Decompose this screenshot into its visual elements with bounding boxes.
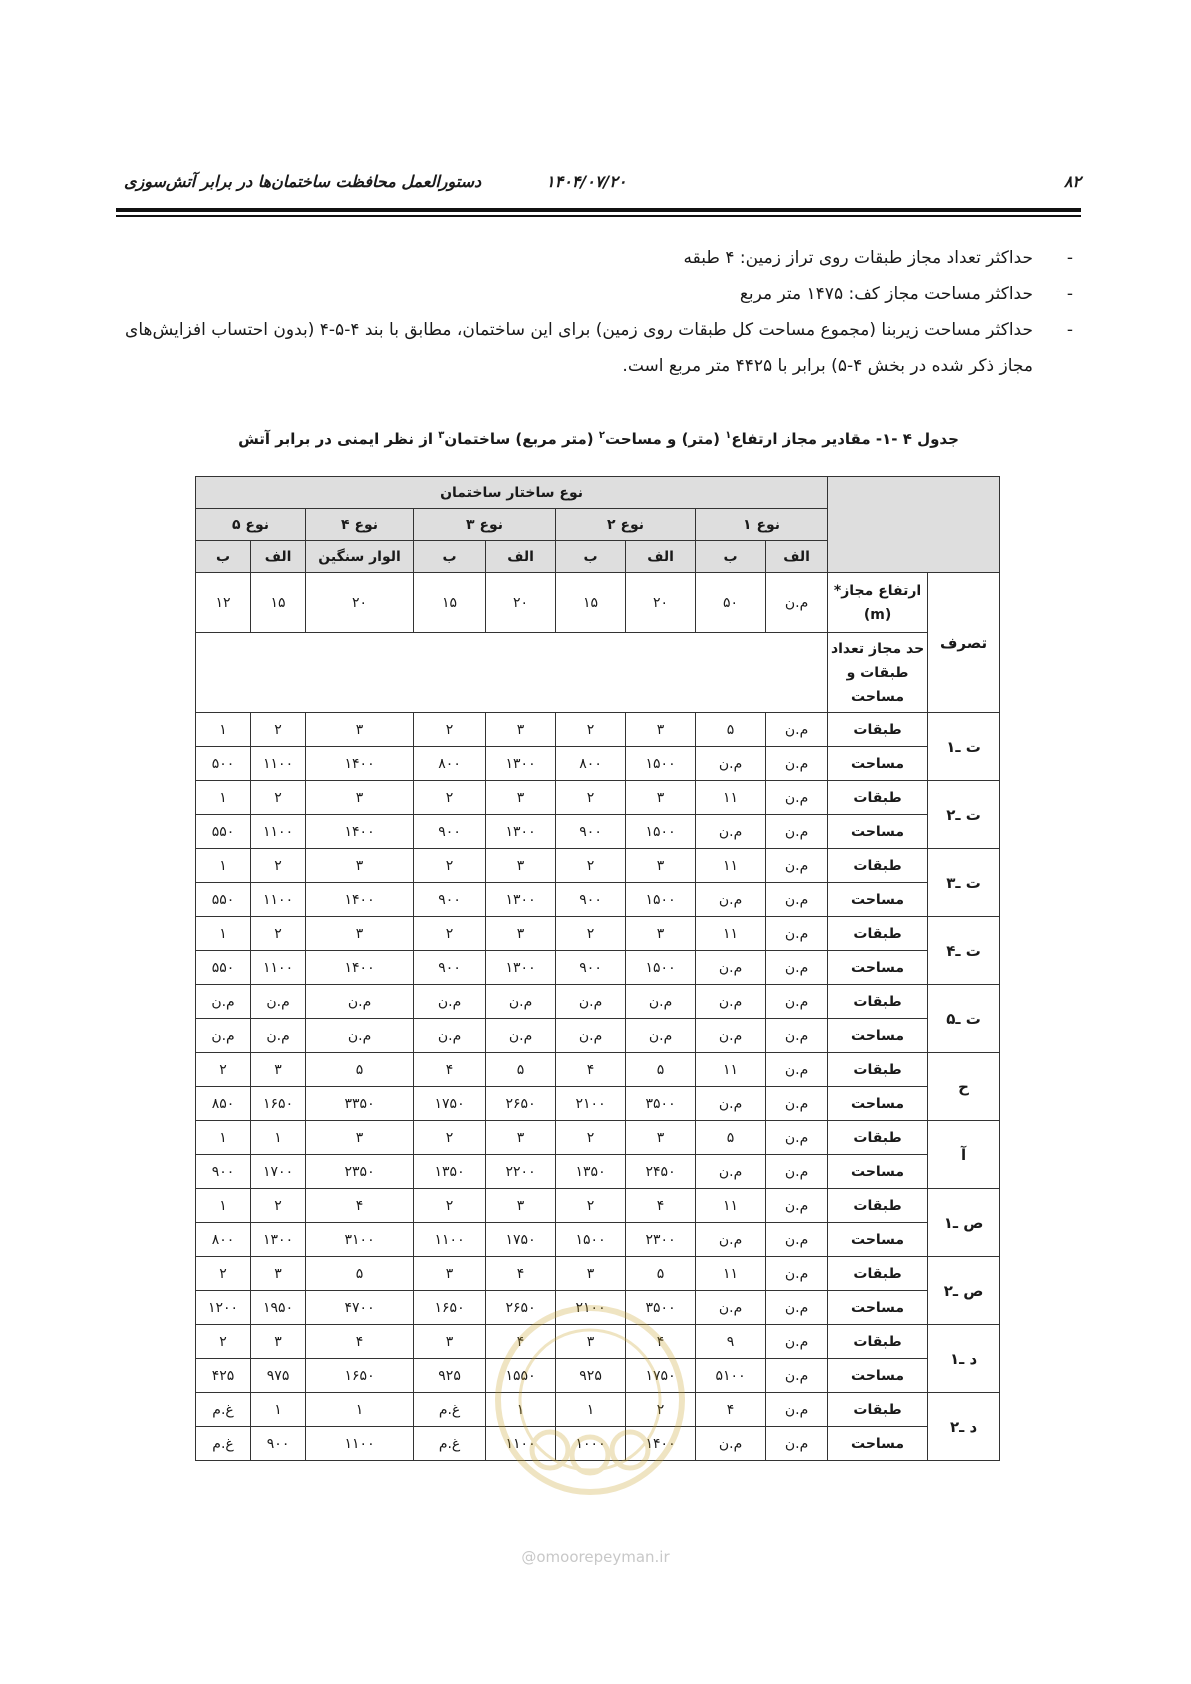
floors-value: ۲: [556, 1121, 626, 1155]
table-row: [196, 1257, 1000, 1291]
floors-value: ۲: [556, 917, 626, 951]
area-value: ۱۱۰۰: [251, 747, 306, 781]
area-value: ۹۲۵: [414, 1359, 486, 1393]
area-value: م.ن: [696, 883, 766, 917]
table-row: [196, 1189, 1000, 1223]
floors-value: ۲: [196, 1257, 251, 1291]
area-value: م.ن: [196, 1019, 251, 1053]
occupancy-label: ت ـ۲: [928, 781, 1000, 849]
area-value: ۹۷۵: [251, 1359, 306, 1393]
height-value: ۱۵: [414, 573, 486, 633]
subtype-header: الف: [251, 541, 306, 573]
floors-label: طبقات: [828, 713, 928, 747]
area-value: م.ن: [766, 951, 828, 985]
area-value: م.ن: [696, 1291, 766, 1325]
occupancy-label: د ـ۱: [928, 1325, 1000, 1393]
area-value: ۲۴۵۰: [626, 1155, 696, 1189]
area-value: ۵۰۰: [196, 747, 251, 781]
area-value: م.ن: [306, 1019, 414, 1053]
floors-value: ۳: [414, 1325, 486, 1359]
area-value: م.ن: [766, 1155, 828, 1189]
table-row: [196, 985, 1000, 1019]
floors-value: ۴: [306, 1189, 414, 1223]
area-value: ۹۰۰: [556, 883, 626, 917]
floors-value: ۱۱: [696, 781, 766, 815]
floors-value: م.ن: [626, 985, 696, 1019]
subtype-header: ب: [696, 541, 766, 573]
floors-value: ۱: [306, 1393, 414, 1427]
floors-value: ۲: [626, 1393, 696, 1427]
area-label: مساحت: [828, 883, 928, 917]
area-value: م.ن: [251, 1019, 306, 1053]
floors-value: م.ن: [766, 713, 828, 747]
area-value: ۲۳۵۰: [306, 1155, 414, 1189]
floors-value: ۲: [251, 917, 306, 951]
height-value: ۲۰: [486, 573, 556, 633]
area-value: ۹۰۰: [414, 815, 486, 849]
occupancy-label: ت ـ۵: [928, 985, 1000, 1053]
floors-value: غ.م: [414, 1393, 486, 1427]
floors-value: ۵: [696, 1121, 766, 1155]
floors-value: ۲: [414, 849, 486, 883]
table-row: [196, 951, 1000, 985]
floors-label: طبقات: [828, 849, 928, 883]
floors-value: م.ن: [306, 985, 414, 1019]
area-value: ۱۴۰۰: [306, 747, 414, 781]
page-number: ۸۲: [1063, 172, 1081, 191]
area-value: ۱۶۵۰: [414, 1291, 486, 1325]
floors-value: ۳: [556, 1325, 626, 1359]
area-value: م.ن: [556, 1019, 626, 1053]
area-value: م.ن: [696, 1087, 766, 1121]
watermark-text: @omoorepeyman.ir: [521, 1548, 670, 1566]
area-value: ۳۵۰۰: [626, 1087, 696, 1121]
floors-value: ۳: [306, 713, 414, 747]
type-header: نوع ۲: [556, 509, 696, 541]
area-value: ۳۵۰۰: [626, 1291, 696, 1325]
list-item: - حداکثر مساحت مجاز کف: ۱۴۷۵ متر مربع: [739, 284, 1073, 304]
area-value: ۱۱۰۰: [251, 883, 306, 917]
table-row: [196, 1223, 1000, 1257]
floors-value: ۴: [696, 1393, 766, 1427]
floors-value: ۱: [196, 1121, 251, 1155]
height-label: ارتفاع مجاز*(m): [828, 573, 928, 633]
area-label: مساحت: [828, 1291, 928, 1325]
floors-label: طبقات: [828, 1121, 928, 1155]
floors-value: ۵: [626, 1053, 696, 1087]
floors-value: ۱۱: [696, 1053, 766, 1087]
area-value: م.ن: [766, 747, 828, 781]
area-value: ۱۵۵۰: [486, 1359, 556, 1393]
floors-value: ۱۱: [696, 917, 766, 951]
area-value: ۱۳۵۰: [414, 1155, 486, 1189]
floors-value: م.ن: [486, 985, 556, 1019]
area-label: مساحت: [828, 1155, 928, 1189]
area-value: ۱۱۰۰: [486, 1427, 556, 1461]
floors-value: ۳: [486, 781, 556, 815]
structure-header: نوع ساختار ساختمان: [196, 477, 828, 509]
floors-value: ۳: [306, 849, 414, 883]
floors-value: م.ن: [196, 985, 251, 1019]
header-rule-thin: [116, 215, 1081, 217]
floors-value: م.ن: [766, 1053, 828, 1087]
floors-value: ۳: [251, 1053, 306, 1087]
subtype-header: الوار سنگین: [306, 541, 414, 573]
floors-value: ۴: [556, 1053, 626, 1087]
area-value: ۳۳۵۰: [306, 1087, 414, 1121]
floors-value: م.ن: [766, 1257, 828, 1291]
height-value: ۱۵: [251, 573, 306, 633]
floors-value: ۵: [486, 1053, 556, 1087]
floors-value: م.ن: [766, 1189, 828, 1223]
area-value: غ.م: [414, 1427, 486, 1461]
area-value: ۳۱۰۰: [306, 1223, 414, 1257]
floors-value: ۳: [251, 1257, 306, 1291]
area-value: غ.م: [196, 1427, 251, 1461]
subtype-header: ب: [556, 541, 626, 573]
table-row: [196, 815, 1000, 849]
floors-value: ۵: [306, 1053, 414, 1087]
floors-value: ۳: [306, 917, 414, 951]
area-value: ۲۲۰۰: [486, 1155, 556, 1189]
floors-value: ۲: [414, 1189, 486, 1223]
floors-value: ۴: [306, 1325, 414, 1359]
area-value: ۱۴۰۰: [306, 815, 414, 849]
subtype-header: ب: [414, 541, 486, 573]
area-value: م.ن: [696, 1019, 766, 1053]
floors-value: ۱: [196, 781, 251, 815]
area-value: ۱۲۰۰: [196, 1291, 251, 1325]
floors-label: طبقات: [828, 1053, 928, 1087]
subtype-header: الف: [486, 541, 556, 573]
area-value: ۹۰۰: [414, 951, 486, 985]
occupancy-label: ص ـ۲: [928, 1257, 1000, 1325]
floors-value: ۴: [486, 1325, 556, 1359]
type-header: نوع ۱: [696, 509, 828, 541]
floors-value: ۱: [196, 849, 251, 883]
table-row: [196, 849, 1000, 883]
area-value: م.ن: [696, 1223, 766, 1257]
type-header: نوع ۳: [414, 509, 556, 541]
floors-value: ۱: [196, 713, 251, 747]
area-value: ۱۵۰۰: [556, 1223, 626, 1257]
floors-value: ۳: [306, 781, 414, 815]
occupancy-label: ص ـ۱: [928, 1189, 1000, 1257]
area-value: ۱۱۰۰: [414, 1223, 486, 1257]
type-header: نوع ۴: [306, 509, 414, 541]
floors-label: طبقات: [828, 985, 928, 1019]
list-item: - حداکثر تعداد مجاز طبقات روی تراز زمین: ۴ طبقه: [683, 248, 1073, 268]
floors-value: ۲: [414, 781, 486, 815]
floors-value: ۳: [486, 713, 556, 747]
subtype-header: ب: [196, 541, 251, 573]
area-value: ۱۷۵۰: [486, 1223, 556, 1257]
area-value: م.ن: [486, 1019, 556, 1053]
floors-value: ۳: [251, 1325, 306, 1359]
floors-value: ۳: [486, 1189, 556, 1223]
area-value: م.ن: [766, 815, 828, 849]
floors-value: م.ن: [696, 985, 766, 1019]
area-value: ۱۳۰۰: [486, 951, 556, 985]
height-value: ۲۰: [626, 573, 696, 633]
bullet-list: [116, 240, 1081, 384]
occupancy-label: ت ـ۱: [928, 713, 1000, 781]
area-value: ۹۰۰: [556, 815, 626, 849]
floors-label: طبقات: [828, 917, 928, 951]
area-label: مساحت: [828, 815, 928, 849]
area-value: ۸۰۰: [556, 747, 626, 781]
floors-value: ۴: [626, 1189, 696, 1223]
floors-value: ۲: [414, 713, 486, 747]
floors-value: ۲: [251, 1189, 306, 1223]
occupancy-label: آ: [928, 1121, 1000, 1189]
area-value: ۹۰۰: [196, 1155, 251, 1189]
floors-label: طبقات: [828, 1325, 928, 1359]
area-value: ۱۷۵۰: [626, 1359, 696, 1393]
area-value: ۱۵۰۰: [626, 951, 696, 985]
area-value: ۱۴۰۰: [306, 883, 414, 917]
area-value: ۱۷۵۰: [414, 1087, 486, 1121]
area-value: ۹۲۵: [556, 1359, 626, 1393]
floors-value: م.ن: [251, 985, 306, 1019]
area-value: م.ن: [626, 1019, 696, 1053]
table-row: [196, 1121, 1000, 1155]
area-value: م.ن: [766, 1291, 828, 1325]
area-value: ۴۲۵: [196, 1359, 251, 1393]
floors-value: م.ن: [766, 1325, 828, 1359]
area-value: م.ن: [766, 1223, 828, 1257]
area-value: ۱۳۵۰: [556, 1155, 626, 1189]
area-value: م.ن: [696, 747, 766, 781]
empty-cell: [196, 633, 828, 713]
area-label: مساحت: [828, 951, 928, 985]
floors-value: ۲: [196, 1053, 251, 1087]
floors-value: ۱۱: [696, 1189, 766, 1223]
area-value: ۴۷۰۰: [306, 1291, 414, 1325]
area-label: مساحت: [828, 1019, 928, 1053]
floors-label: طبقات: [828, 1189, 928, 1223]
table-row: [196, 1155, 1000, 1189]
seal-watermark-icon: [490, 1300, 690, 1500]
floors-value: م.ن: [414, 985, 486, 1019]
area-value: ۱۵۰۰: [626, 815, 696, 849]
area-value: ۲۱۰۰: [556, 1087, 626, 1121]
area-value: ۸۰۰: [196, 1223, 251, 1257]
floors-value: ۵: [626, 1257, 696, 1291]
area-value: ۱۳۰۰: [486, 883, 556, 917]
floors-value: ۲: [251, 713, 306, 747]
floors-value: ۱: [251, 1393, 306, 1427]
type-header: نوع ۵: [196, 509, 306, 541]
area-label: مساحت: [828, 1223, 928, 1257]
occupancy-label: د ـ۲: [928, 1393, 1000, 1461]
floors-label: طبقات: [828, 1393, 928, 1427]
floors-value: م.ن: [766, 985, 828, 1019]
floors-label: طبقات: [828, 1257, 928, 1291]
area-label: مساحت: [828, 1427, 928, 1461]
area-value: ۱۳۰۰: [251, 1223, 306, 1257]
area-label: مساحت: [828, 747, 928, 781]
floors-value: ۳: [626, 917, 696, 951]
height-value: ۲۰: [306, 573, 414, 633]
floors-value: ۱: [486, 1393, 556, 1427]
area-value: ۱۰۰۰: [556, 1427, 626, 1461]
floors-value: غ.م: [196, 1393, 251, 1427]
area-value: ۱۱۰۰: [306, 1427, 414, 1461]
area-value: م.ن: [696, 1427, 766, 1461]
occupancy-label: ت ـ۳: [928, 849, 1000, 917]
area-value: ۹۰۰: [414, 883, 486, 917]
floors-value: م.ن: [766, 1393, 828, 1427]
area-value: م.ن: [766, 883, 828, 917]
area-value: ۹۰۰: [556, 951, 626, 985]
area-value: ۱۵۰۰: [626, 883, 696, 917]
area-value: م.ن: [766, 1087, 828, 1121]
page-header: [116, 168, 1081, 200]
floors-value: ۲: [414, 917, 486, 951]
floors-value: ۲: [251, 849, 306, 883]
table-row: [196, 747, 1000, 781]
floors-value: ۳: [486, 917, 556, 951]
floors-value: ۱۱: [696, 1257, 766, 1291]
corner-cell: [828, 477, 1000, 573]
floors-value: ۳: [626, 781, 696, 815]
floors-value: ۳: [486, 849, 556, 883]
table-row: [196, 1019, 1000, 1053]
subtype-header: الف: [626, 541, 696, 573]
area-value: م.ن: [766, 1359, 828, 1393]
floors-value: ۵: [306, 1257, 414, 1291]
area-value: م.ن: [766, 1427, 828, 1461]
floors-value: ۲: [556, 849, 626, 883]
floors-value: ۲: [556, 1189, 626, 1223]
area-value: ۲۶۵۰: [486, 1291, 556, 1325]
floors-value: م.ن: [556, 985, 626, 1019]
table-row: [196, 1087, 1000, 1121]
area-value: م.ن: [766, 1019, 828, 1053]
list-item: - حداکثر مساحت زیربنا (مجموع مساحت کل طبقات روی زمین) برای این ساختمان، مطابق با بند ۴-۵-۴ (بدون احتساب افزایش‌های مجاز ذکر شده در بخش ۴-۵) برابر با ۴۴۲۵ متر مربع است.: [125, 320, 1073, 376]
area-value: ۵۵۰: [196, 883, 251, 917]
table-row: [196, 1053, 1000, 1087]
floors-value: ۲: [556, 713, 626, 747]
area-value: ۱۹۵۰: [251, 1291, 306, 1325]
floors-value: م.ن: [766, 781, 828, 815]
floors-value: ۲: [196, 1325, 251, 1359]
floors-value: ۹: [696, 1325, 766, 1359]
area-value: ۱۱۰۰: [251, 951, 306, 985]
floors-value: م.ن: [766, 917, 828, 951]
header-date: ۱۴۰۴/۰۷/۲۰: [546, 172, 627, 191]
floors-value: ۴: [414, 1053, 486, 1087]
floors-value: ۲: [414, 1121, 486, 1155]
limits-label: حد مجاز تعداد طبقات و مساحت: [828, 633, 928, 713]
floors-value: ۲: [556, 781, 626, 815]
floors-value: ۳: [556, 1257, 626, 1291]
area-label: مساحت: [828, 1359, 928, 1393]
area-value: ۸۵۰: [196, 1087, 251, 1121]
floors-value: ۴: [626, 1325, 696, 1359]
area-value: ۲۶۵۰: [486, 1087, 556, 1121]
area-label: مساحت: [828, 1087, 928, 1121]
height-value: ۱۵: [556, 573, 626, 633]
area-value: ۹۰۰: [251, 1427, 306, 1461]
area-value: م.ن: [696, 815, 766, 849]
area-value: ۱۵۰۰: [626, 747, 696, 781]
area-value: ۵۵۰: [196, 815, 251, 849]
header-title: دستورالعمل محافظت ساختمان‌ها در برابر آتش‌سوزی: [124, 172, 482, 191]
table-row: [196, 781, 1000, 815]
use-label: تصرف: [928, 573, 1000, 713]
area-value: ۱۳۰۰: [486, 815, 556, 849]
table-row: [196, 713, 1000, 747]
area-value: م.ن: [696, 1155, 766, 1189]
height-value: ۱۲: [196, 573, 251, 633]
occupancy-label: ح: [928, 1053, 1000, 1121]
area-value: ۱۳۰۰: [486, 747, 556, 781]
floors-value: ۱: [196, 1189, 251, 1223]
area-value: ۵۵۰: [196, 951, 251, 985]
header-rule-thick: [116, 208, 1081, 212]
height-value: م.ن: [766, 573, 828, 633]
floors-value: ۵: [696, 713, 766, 747]
table-caption: جدول ۴ -۱- مقادیر مجاز ارتفاع$^۱$ (متر) و مساحت$^۲$ (متر مربع) ساختمان$^۳$ از نظر ایمنی در برابر آتش: [238, 430, 959, 448]
floors-value: ۳: [626, 849, 696, 883]
area-value: ۱۷۰۰: [251, 1155, 306, 1189]
area-value: م.ن: [696, 951, 766, 985]
subtype-header: الف: [766, 541, 828, 573]
floors-value: ۴: [486, 1257, 556, 1291]
floors-value: ۱: [196, 917, 251, 951]
floors-value: ۲: [251, 781, 306, 815]
area-value: ۱۶۵۰: [306, 1359, 414, 1393]
height-value: ۵۰: [696, 573, 766, 633]
floors-value: م.ن: [766, 1121, 828, 1155]
floors-value: ۱: [556, 1393, 626, 1427]
table-row: [196, 917, 1000, 951]
floors-value: ۳: [486, 1121, 556, 1155]
floors-value: ۳: [626, 1121, 696, 1155]
area-value: ۱۶۵۰: [251, 1087, 306, 1121]
area-value: ۵۱۰۰: [696, 1359, 766, 1393]
floors-value: ۱۱: [696, 849, 766, 883]
area-value: ۱۱۰۰: [251, 815, 306, 849]
floors-value: م.ن: [766, 849, 828, 883]
occupancy-label: ت ـ۴: [928, 917, 1000, 985]
floors-value: ۳: [626, 713, 696, 747]
floors-label: طبقات: [828, 781, 928, 815]
area-value: م.ن: [414, 1019, 486, 1053]
area-value: ۱۴۰۰: [626, 1427, 696, 1461]
area-value: ۸۰۰: [414, 747, 486, 781]
floors-value: ۳: [306, 1121, 414, 1155]
table-row: [196, 883, 1000, 917]
area-value: ۲۳۰۰: [626, 1223, 696, 1257]
floors-value: ۳: [414, 1257, 486, 1291]
area-value: ۲۱۰۰: [556, 1291, 626, 1325]
floors-value: ۱: [251, 1121, 306, 1155]
area-value: ۱۴۰۰: [306, 951, 414, 985]
